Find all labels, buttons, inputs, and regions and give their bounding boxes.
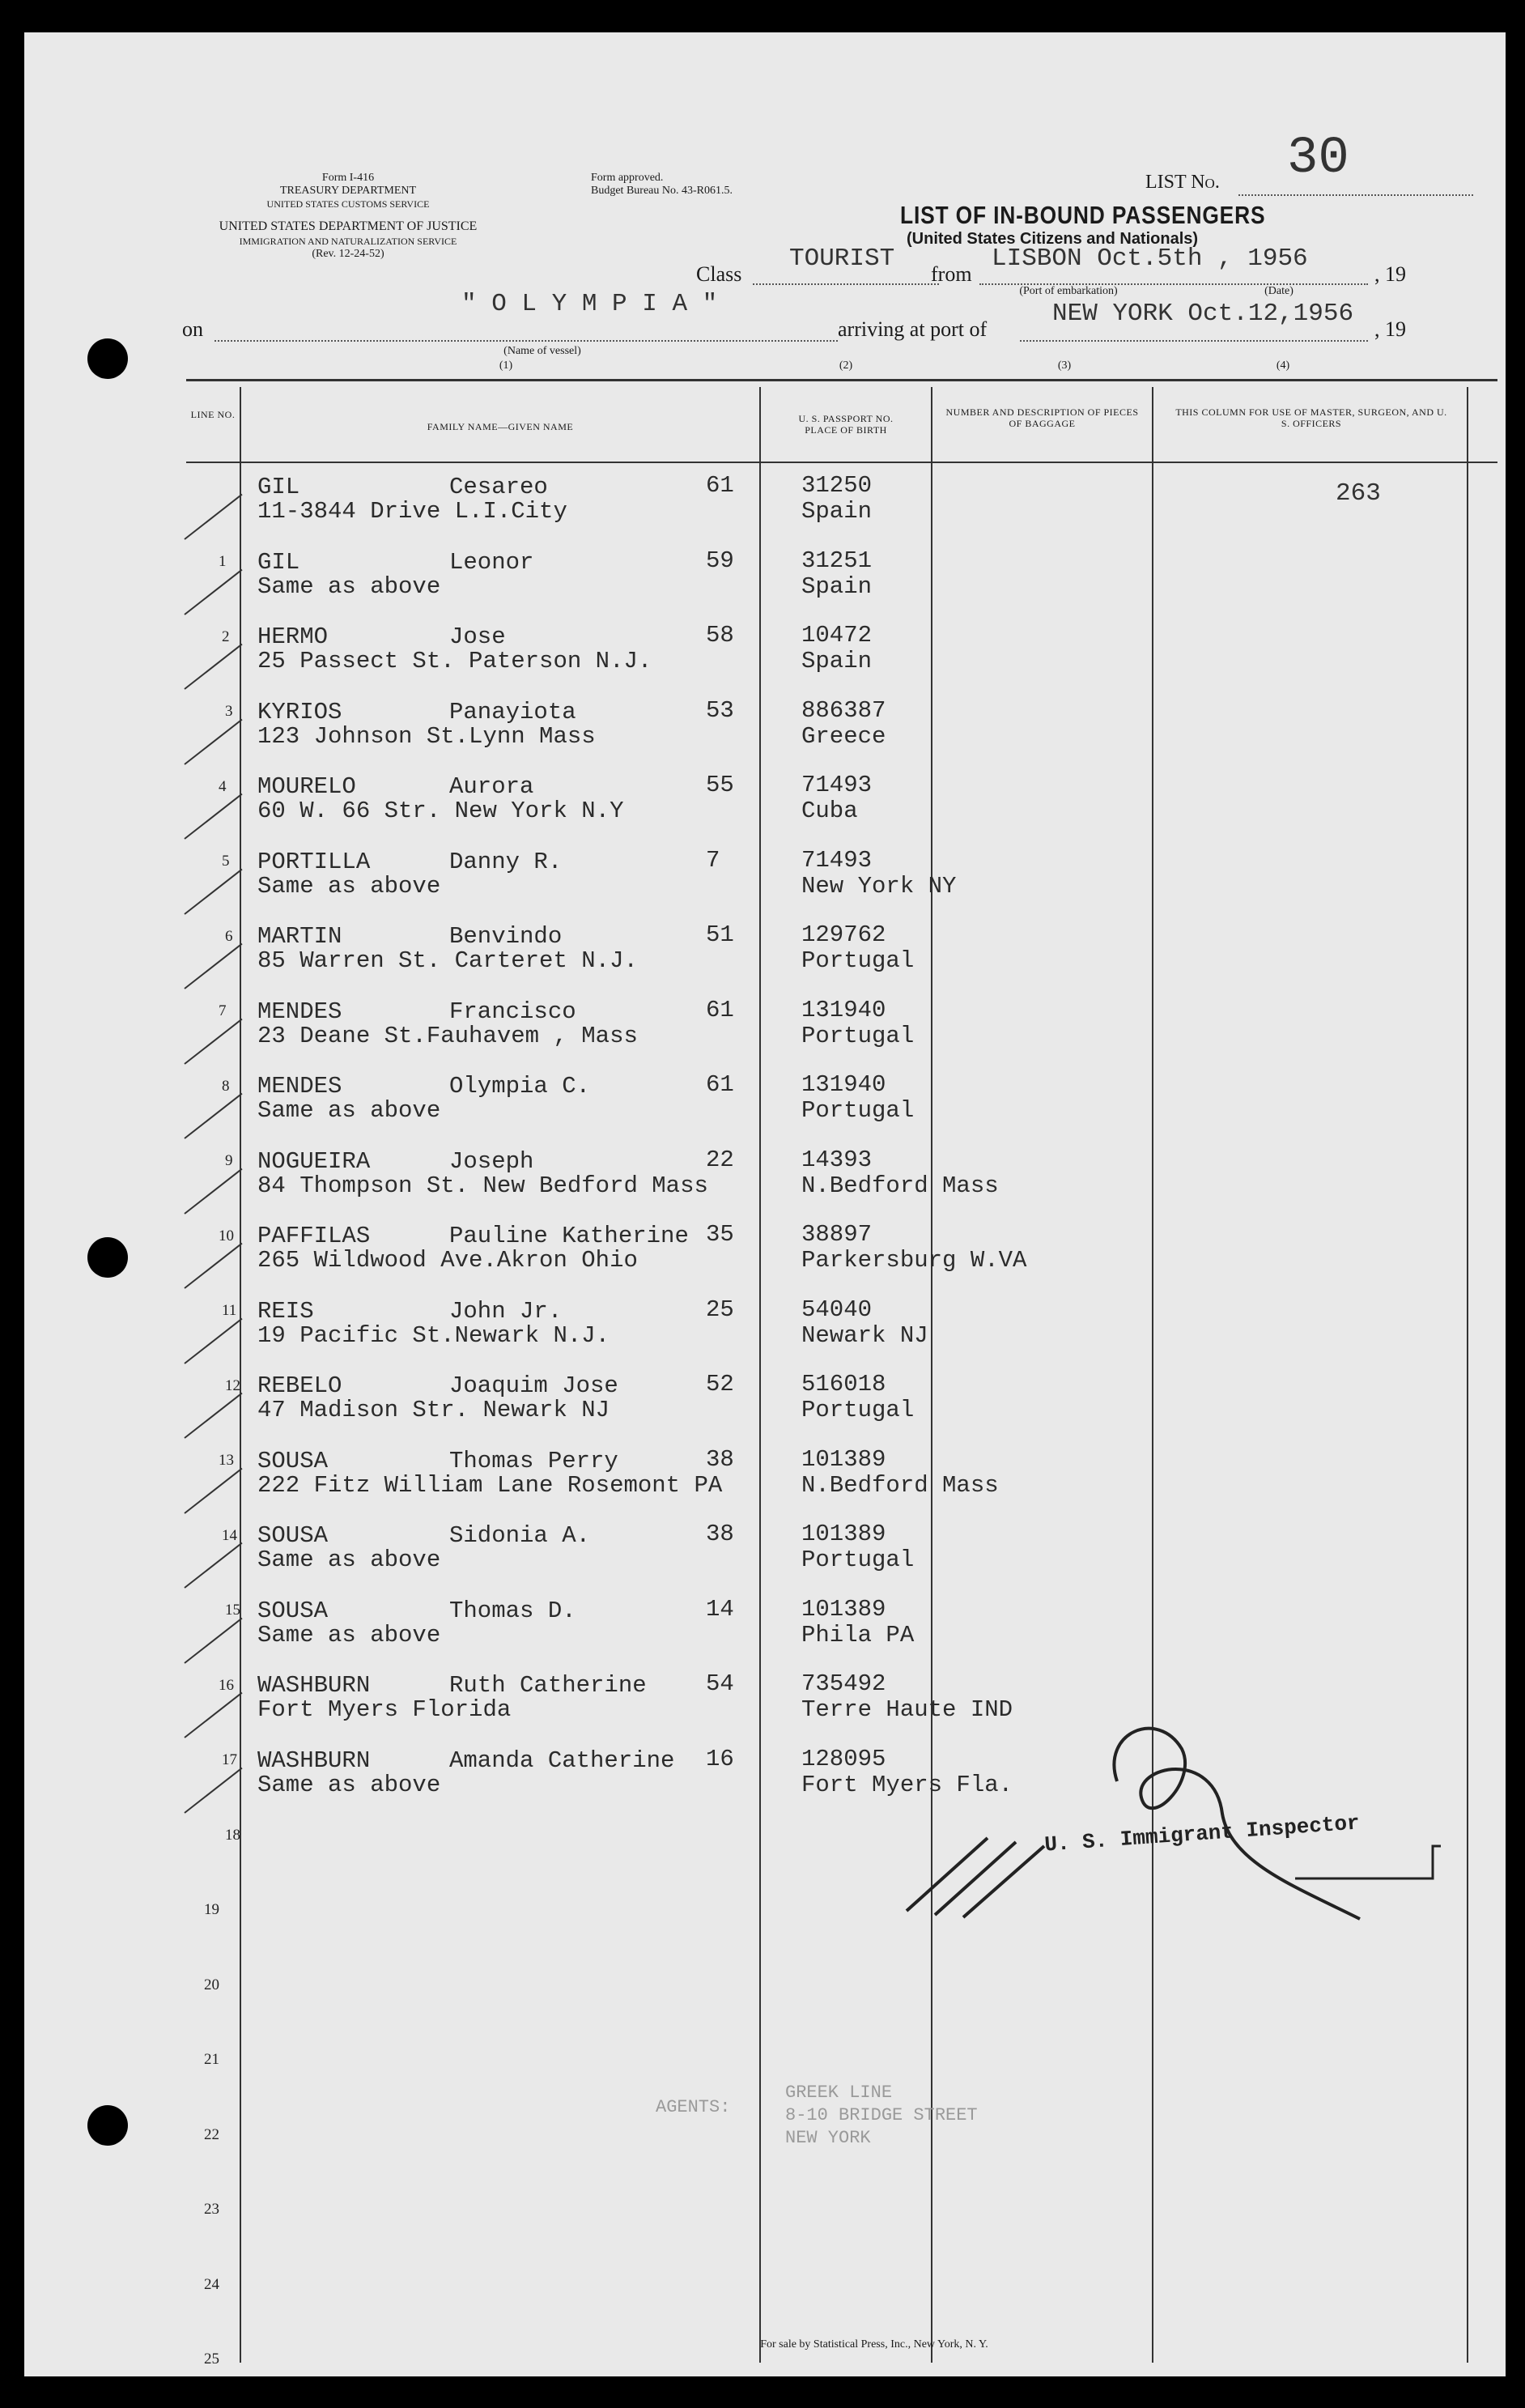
line-number: 18 <box>225 1826 240 1844</box>
header-bottom-rule <box>186 462 1497 463</box>
form-number: Form I-416 <box>321 172 375 184</box>
line-number: 8 <box>222 1077 230 1095</box>
passport-number: 71493 <box>801 846 873 874</box>
year-suffix-2: , 19 <box>1374 317 1406 341</box>
place-of-birth: Spain <box>801 648 873 674</box>
passenger-family-name: SOUSA <box>257 1597 329 1624</box>
line-number: 16 <box>219 1676 234 1694</box>
passenger-age: 22 <box>706 1146 734 1173</box>
agents-line: GREEK LINE <box>785 2083 893 2103</box>
col-divider-baggage <box>1152 387 1153 2363</box>
passenger-age: 51 <box>706 921 734 948</box>
passenger-family-name: NOGUEIRA <box>257 1147 371 1175</box>
line-number: 10 <box>219 1227 234 1244</box>
passport-number: 101389 <box>801 1445 886 1473</box>
embarkation-caption: (Port of embarkation) <box>1019 285 1118 297</box>
passenger-given-name: Thomas D. <box>449 1597 576 1624</box>
passport-number: 129762 <box>801 921 886 948</box>
passenger-address: 25 Passect St. Paterson N.J. <box>257 648 652 674</box>
passenger-family-name: REBELO <box>257 1372 342 1399</box>
line-number: 1 <box>219 553 227 570</box>
arriving-label: arriving at port of <box>838 317 988 341</box>
line-number: 3 <box>225 703 233 720</box>
passenger-family-name: MENDES <box>257 1073 342 1100</box>
form-approved: Form approved. <box>591 172 664 184</box>
passport-number: 54040 <box>801 1295 873 1323</box>
place-of-birth: New York NY <box>801 872 957 900</box>
passenger-age: 52 <box>706 1371 734 1398</box>
passenger-family-name: MOURELO <box>257 773 356 800</box>
col-divider-line <box>240 387 241 2363</box>
passenger-given-name: Francisco <box>449 998 576 1025</box>
check-mark <box>184 568 242 615</box>
passenger-age: 61 <box>706 1071 734 1098</box>
place-of-birth: Spain <box>801 572 873 600</box>
passport-number: 101389 <box>801 1595 886 1623</box>
class-label: Class <box>696 262 742 286</box>
passenger-given-name: Leonor <box>449 548 534 576</box>
passenger-address: Same as above <box>257 572 441 600</box>
passport-number: 71493 <box>801 772 873 798</box>
passport-number: 31251 <box>801 547 873 574</box>
passenger-age: 53 <box>706 696 734 724</box>
passenger-given-name: Joseph <box>449 1147 534 1175</box>
line-number: 11 <box>222 1302 237 1319</box>
check-mark <box>184 1243 242 1289</box>
line-number: 6 <box>225 927 233 945</box>
passport-number: 101389 <box>801 1521 886 1547</box>
check-mark <box>184 1093 242 1139</box>
passenger-age: 58 <box>706 622 734 649</box>
place-of-birth: Cuba <box>801 798 858 824</box>
line-number: 19 <box>204 1901 219 1918</box>
header-line-no: LINE NO. <box>190 409 236 420</box>
passenger-family-name: WASHBURN <box>257 1746 371 1774</box>
place-of-birth: N.Bedford Mass <box>801 1471 999 1499</box>
check-mark <box>184 1168 242 1214</box>
punch-hole <box>87 1237 128 1278</box>
list-no-label: LIST No. <box>1145 172 1220 193</box>
passport-number: 14393 <box>801 1146 873 1173</box>
passenger-age: 61 <box>706 472 734 499</box>
line-number: 12 <box>225 1376 240 1394</box>
col-divider-right <box>1467 387 1468 2363</box>
check-mark <box>184 868 242 914</box>
from-label: from <box>931 262 972 286</box>
passenger-given-name: John Jr. <box>449 1297 563 1325</box>
line-number: 7 <box>219 1002 227 1019</box>
col-4-number: (4) <box>1276 359 1290 372</box>
treasury-dept: TREASURY DEPARTMENT <box>279 185 417 197</box>
passenger-given-name: Cesareo <box>449 474 548 500</box>
passenger-address: 19 Pacific St.Newark N.J. <box>257 1321 610 1349</box>
passport-number: 38897 <box>801 1221 873 1248</box>
col-2-number: (2) <box>839 359 853 372</box>
header-passport: U. S. PASSPORT NO. PLACE OF BIRTH <box>798 413 894 436</box>
line-number: 24 <box>204 2275 219 2293</box>
check-mark <box>184 644 242 690</box>
passenger-family-name: SOUSA <box>257 1522 329 1549</box>
passenger-family-name: MENDES <box>257 998 342 1025</box>
passenger-family-name: REIS <box>257 1297 314 1325</box>
year-suffix-1: , 19 <box>1374 262 1406 286</box>
passenger-age: 54 <box>706 1670 734 1697</box>
passenger-address: Same as above <box>257 1097 441 1124</box>
passenger-age: 25 <box>706 1295 734 1323</box>
passenger-given-name: Panayiota <box>449 698 576 725</box>
passenger-address: Same as above <box>257 872 441 900</box>
passenger-address: 85 Warren St. Carteret N.J. <box>257 947 638 974</box>
place-of-birth: Parkersburg W.VA <box>801 1247 1027 1274</box>
line-number: 13 <box>219 1452 234 1469</box>
passport-number: 10472 <box>801 622 873 649</box>
passport-number: 886387 <box>801 696 886 724</box>
manifest-page <box>24 32 1506 2376</box>
place-of-birth: Terre Haute IND <box>801 1696 1013 1723</box>
passenger-family-name: HERMO <box>257 623 329 650</box>
inspector-stamp: U. S. Immigrant Inspector <box>1043 1810 1361 1857</box>
passenger-given-name: Amanda Catherine <box>449 1746 675 1774</box>
place-of-birth: N.Bedford Mass <box>801 1172 999 1199</box>
arrival-value: NEW YORK Oct.12,1956 <box>1052 300 1354 328</box>
budget-bureau: Budget Bureau No. 43-R061.5. <box>591 185 733 197</box>
passenger-family-name: SOUSA <box>257 1447 329 1474</box>
place-of-birth: Portugal <box>801 1397 915 1423</box>
passenger-address: 84 Thompson St. New Bedford Mass <box>257 1172 708 1199</box>
passport-number: 516018 <box>801 1371 886 1398</box>
place-of-birth: Fort Myers Fla. <box>801 1771 1013 1798</box>
passenger-given-name: Sidonia A. <box>449 1522 591 1549</box>
passenger-age: 14 <box>706 1595 734 1623</box>
line-number: 23 <box>204 2201 219 2218</box>
passenger-given-name: Jose <box>449 623 506 650</box>
customs-service: UNITED STATES CUSTOMS SERVICE <box>266 198 430 210</box>
passport-number: 735492 <box>801 1670 886 1697</box>
header-officers: THIS COLUMN FOR USE OF MASTER, SURGEON, AND U. S. OFFICERS <box>1175 406 1447 429</box>
line-number: 25 <box>204 2351 219 2368</box>
agents-label: AGENTS: <box>656 2097 731 2117</box>
list-number: 30 <box>1287 130 1349 188</box>
page-subtitle: (United States Citizens and Nationals) <box>907 230 1199 248</box>
passenger-family-name: MARTIN <box>257 923 342 950</box>
passenger-address: 47 Madison Str. Newark NJ <box>257 1397 610 1423</box>
officer-note: 263 <box>1336 479 1381 508</box>
passenger-address: 222 Fitz William Lane Rosemont PA <box>257 1471 723 1499</box>
passenger-address: Same as above <box>257 1621 441 1649</box>
passport-number: 131940 <box>801 1071 886 1098</box>
ins-service: IMMIGRATION AND NATURALIZATION SERVICE <box>239 236 457 247</box>
passenger-address: 11-3844 Drive L.I.City <box>257 498 567 525</box>
passport-number: 128095 <box>801 1745 886 1772</box>
passenger-age: 59 <box>706 547 734 574</box>
col-1-number: (1) <box>499 359 513 372</box>
passenger-given-name: Thomas Perry <box>449 1447 618 1474</box>
on-label: on <box>182 317 203 341</box>
place-of-birth: Portugal <box>801 1546 915 1573</box>
passenger-given-name: Joaquim Jose <box>449 1372 618 1399</box>
vessel-caption: (Name of vessel) <box>503 345 581 357</box>
line-number: 20 <box>204 1976 219 1993</box>
passenger-given-name: Ruth Catherine <box>449 1672 647 1699</box>
check-mark <box>184 1692 242 1738</box>
passenger-address: Fort Myers Florida <box>257 1696 512 1723</box>
check-mark <box>184 1542 242 1589</box>
check-mark <box>184 793 242 840</box>
line-number: 14 <box>222 1526 237 1544</box>
agents-street: 8-10 BRIDGE STREET <box>785 2105 978 2125</box>
date-caption: (Date) <box>1264 285 1293 297</box>
place-of-birth: Portugal <box>801 947 915 974</box>
passenger-age: 7 <box>706 846 720 874</box>
check-mark <box>184 1317 242 1364</box>
check-mark <box>184 1393 242 1439</box>
check-mark <box>184 1767 242 1813</box>
passenger-given-name: Pauline Katherine <box>449 1223 689 1249</box>
passenger-address: 265 Wildwood Ave.Akron Ohio <box>257 1247 638 1274</box>
passenger-address: 60 W. 66 Str. New York N.Y <box>257 798 624 824</box>
passenger-family-name: GIL <box>257 548 300 576</box>
check-mark <box>184 718 242 764</box>
line-number: 9 <box>225 1152 233 1169</box>
passenger-family-name: GIL <box>257 474 300 500</box>
passenger-given-name: Danny R. <box>449 848 563 875</box>
passport-number: 31250 <box>801 472 873 499</box>
passenger-age: 55 <box>706 772 734 798</box>
line-number: 15 <box>225 1602 240 1619</box>
passenger-address: Same as above <box>257 1771 441 1798</box>
place-of-birth: Newark NJ <box>801 1321 928 1349</box>
passenger-age: 38 <box>706 1521 734 1547</box>
line-number: 21 <box>204 2051 219 2068</box>
header-family-name: FAMILY NAME—GIVEN NAME <box>427 421 574 432</box>
check-mark <box>184 1018 242 1064</box>
form-revision: (Rev. 12-24-52) <box>312 248 384 260</box>
line-number: 2 <box>222 628 230 645</box>
from-value: LISBON Oct.5th , 1956 <box>992 245 1308 273</box>
place-of-birth: Spain <box>801 498 873 525</box>
passport-number: 131940 <box>801 996 886 1023</box>
line-number: 17 <box>222 1751 237 1768</box>
passenger-family-name: PAFFILAS <box>257 1223 371 1249</box>
table-top-rule <box>186 379 1497 381</box>
passenger-given-name: Aurora <box>449 773 534 800</box>
passenger-age: 38 <box>706 1445 734 1473</box>
passenger-address: Same as above <box>257 1546 441 1573</box>
passenger-family-name: WASHBURN <box>257 1672 371 1699</box>
passenger-family-name: PORTILLA <box>257 848 371 875</box>
place-of-birth: Greece <box>801 722 886 750</box>
place-of-birth: Portugal <box>801 1022 915 1049</box>
passenger-age: 61 <box>706 996 734 1023</box>
passenger-address: 123 Johnson St.Lynn Mass <box>257 722 596 750</box>
passenger-family-name: KYRIOS <box>257 698 342 725</box>
line-number: 22 <box>204 2125 219 2143</box>
passenger-age: 16 <box>706 1745 734 1772</box>
header-baggage: NUMBER AND DESCRIPTION OF PIECES OF BAGGAGE <box>945 406 1139 429</box>
col-divider-passport <box>931 387 932 2363</box>
class-value: TOURIST <box>789 245 895 273</box>
vessel-name: " O L Y M P I A " <box>461 290 718 318</box>
col-3-number: (3) <box>1057 359 1072 372</box>
passenger-given-name: Benvindo <box>449 923 563 950</box>
printer-footer: For sale by Statistical Press, Inc., New York, N. Y. <box>760 2338 988 2351</box>
justice-dept: UNITED STATES DEPARTMENT OF JUSTICE <box>219 219 478 233</box>
place-of-birth: Phila PA <box>801 1621 915 1649</box>
line-number: 4 <box>219 777 227 795</box>
check-mark <box>184 1467 242 1513</box>
passenger-address: 23 Deane St.Fauhavem , Mass <box>257 1022 638 1049</box>
check-mark <box>184 494 242 540</box>
passenger-given-name: Olympia C. <box>449 1073 591 1100</box>
agents-city: NEW YORK <box>785 2128 871 2148</box>
page-title: LIST OF IN-BOUND PASSENGERS <box>900 201 1266 229</box>
line-number: 5 <box>222 853 230 870</box>
punch-hole <box>87 338 128 379</box>
check-mark <box>184 1617 242 1663</box>
punch-hole <box>87 2105 128 2146</box>
passenger-age: 35 <box>706 1221 734 1248</box>
place-of-birth: Portugal <box>801 1097 915 1124</box>
col-divider-name <box>759 387 761 2363</box>
check-mark <box>184 943 242 989</box>
